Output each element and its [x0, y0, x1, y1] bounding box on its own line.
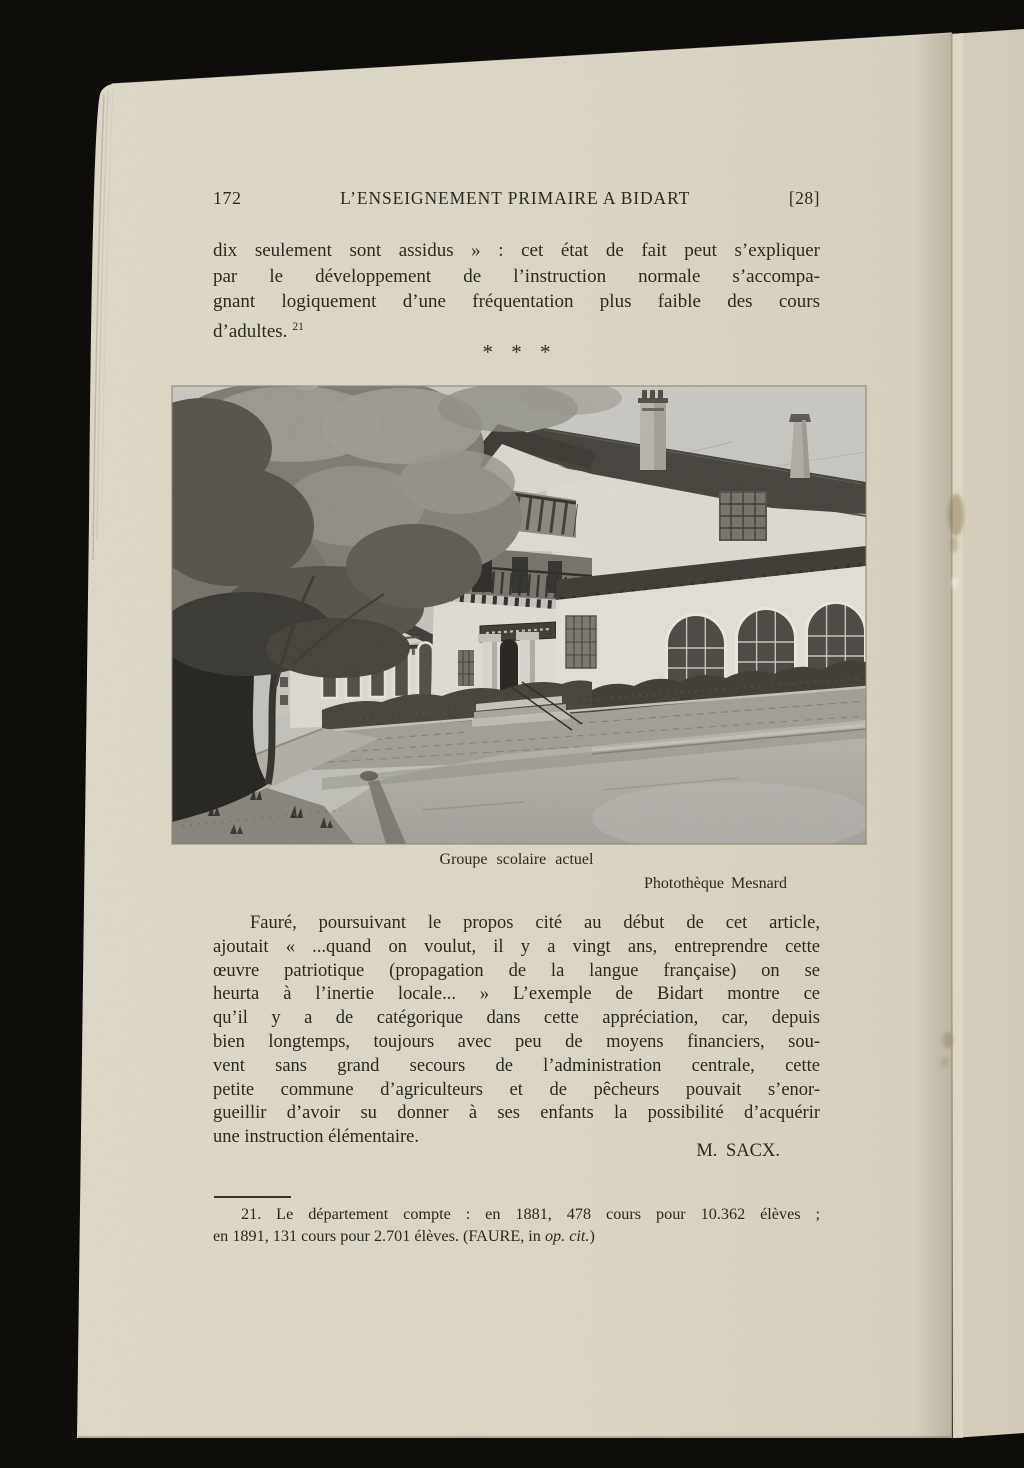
footnote-line-2 [213, 1225, 820, 1247]
text-line: ajoutait « ...quand on voulut, il y a vingt ans, entreprendre cette [213, 936, 820, 957]
author-signature: M. SACX. [696, 1141, 780, 1161]
photo-caption: Groupe scolaire actuel [439, 851, 594, 868]
footnote-rule [214, 1196, 291, 1198]
text-line: gnant logiquement d’une fréquentation plus faible des cours [213, 291, 820, 313]
running-title: L’ENSEIGNEMENT PRIMAIRE A BIDART [340, 188, 691, 208]
paragraph-2 [213, 912, 820, 1150]
text-line: œuvre patriotique (propagation de la langue française) on se [213, 960, 820, 981]
italic-citation: op. cit. [544, 1227, 590, 1245]
photo-credit: Photothèque Mesnard [644, 875, 787, 892]
text-line: petite commune d’agriculteurs et de pêcheurs pouvait s’enor- [213, 1079, 820, 1100]
issue-reference: [28] [788, 188, 820, 208]
asterisk-separator: * * * [482, 340, 551, 364]
text-line: vent sans grand secours de l’administration centrale, cette [213, 1055, 820, 1076]
text-line: dix seulement sont assidus » : cet état de fait peut s’expliquer [213, 240, 820, 261]
text-line: une instruction élémentaire. [213, 1127, 419, 1148]
text-line: par le développement de l’instruction normale s’accompa- [213, 265, 820, 287]
text-line: heurta à l’inertie locale... » L’exemple de Bidart montre ce [213, 984, 820, 1005]
text-fragment: en 1891, 131 cours pour 2.701 élèves. (FAURE, in [213, 1227, 545, 1245]
text-line: gueillir d’avoir su donner à ses enfants la possibilité d’acquérir [213, 1103, 820, 1124]
text-fragment: ) [589, 1227, 595, 1245]
text-line: bien longtemps, toujours avec peu de moyens financiers, sou- [213, 1031, 820, 1052]
paragraph-1 [213, 238, 820, 344]
text-line: Fauré, poursuivant le propos cité au début de cet article, [250, 913, 820, 933]
footnote-line-1: 21. Le département compte : en 1881, 478 cours pour 10.362 élèves ; [241, 1205, 820, 1223]
text-line: qu’il y a de catégorique dans cette appréciation, car, depuis [213, 1008, 820, 1029]
page-number: 172 [213, 188, 242, 208]
running-header [213, 188, 820, 209]
footnote-reference: 21 [292, 320, 304, 333]
text-fragment: d’adultes. [213, 320, 288, 342]
